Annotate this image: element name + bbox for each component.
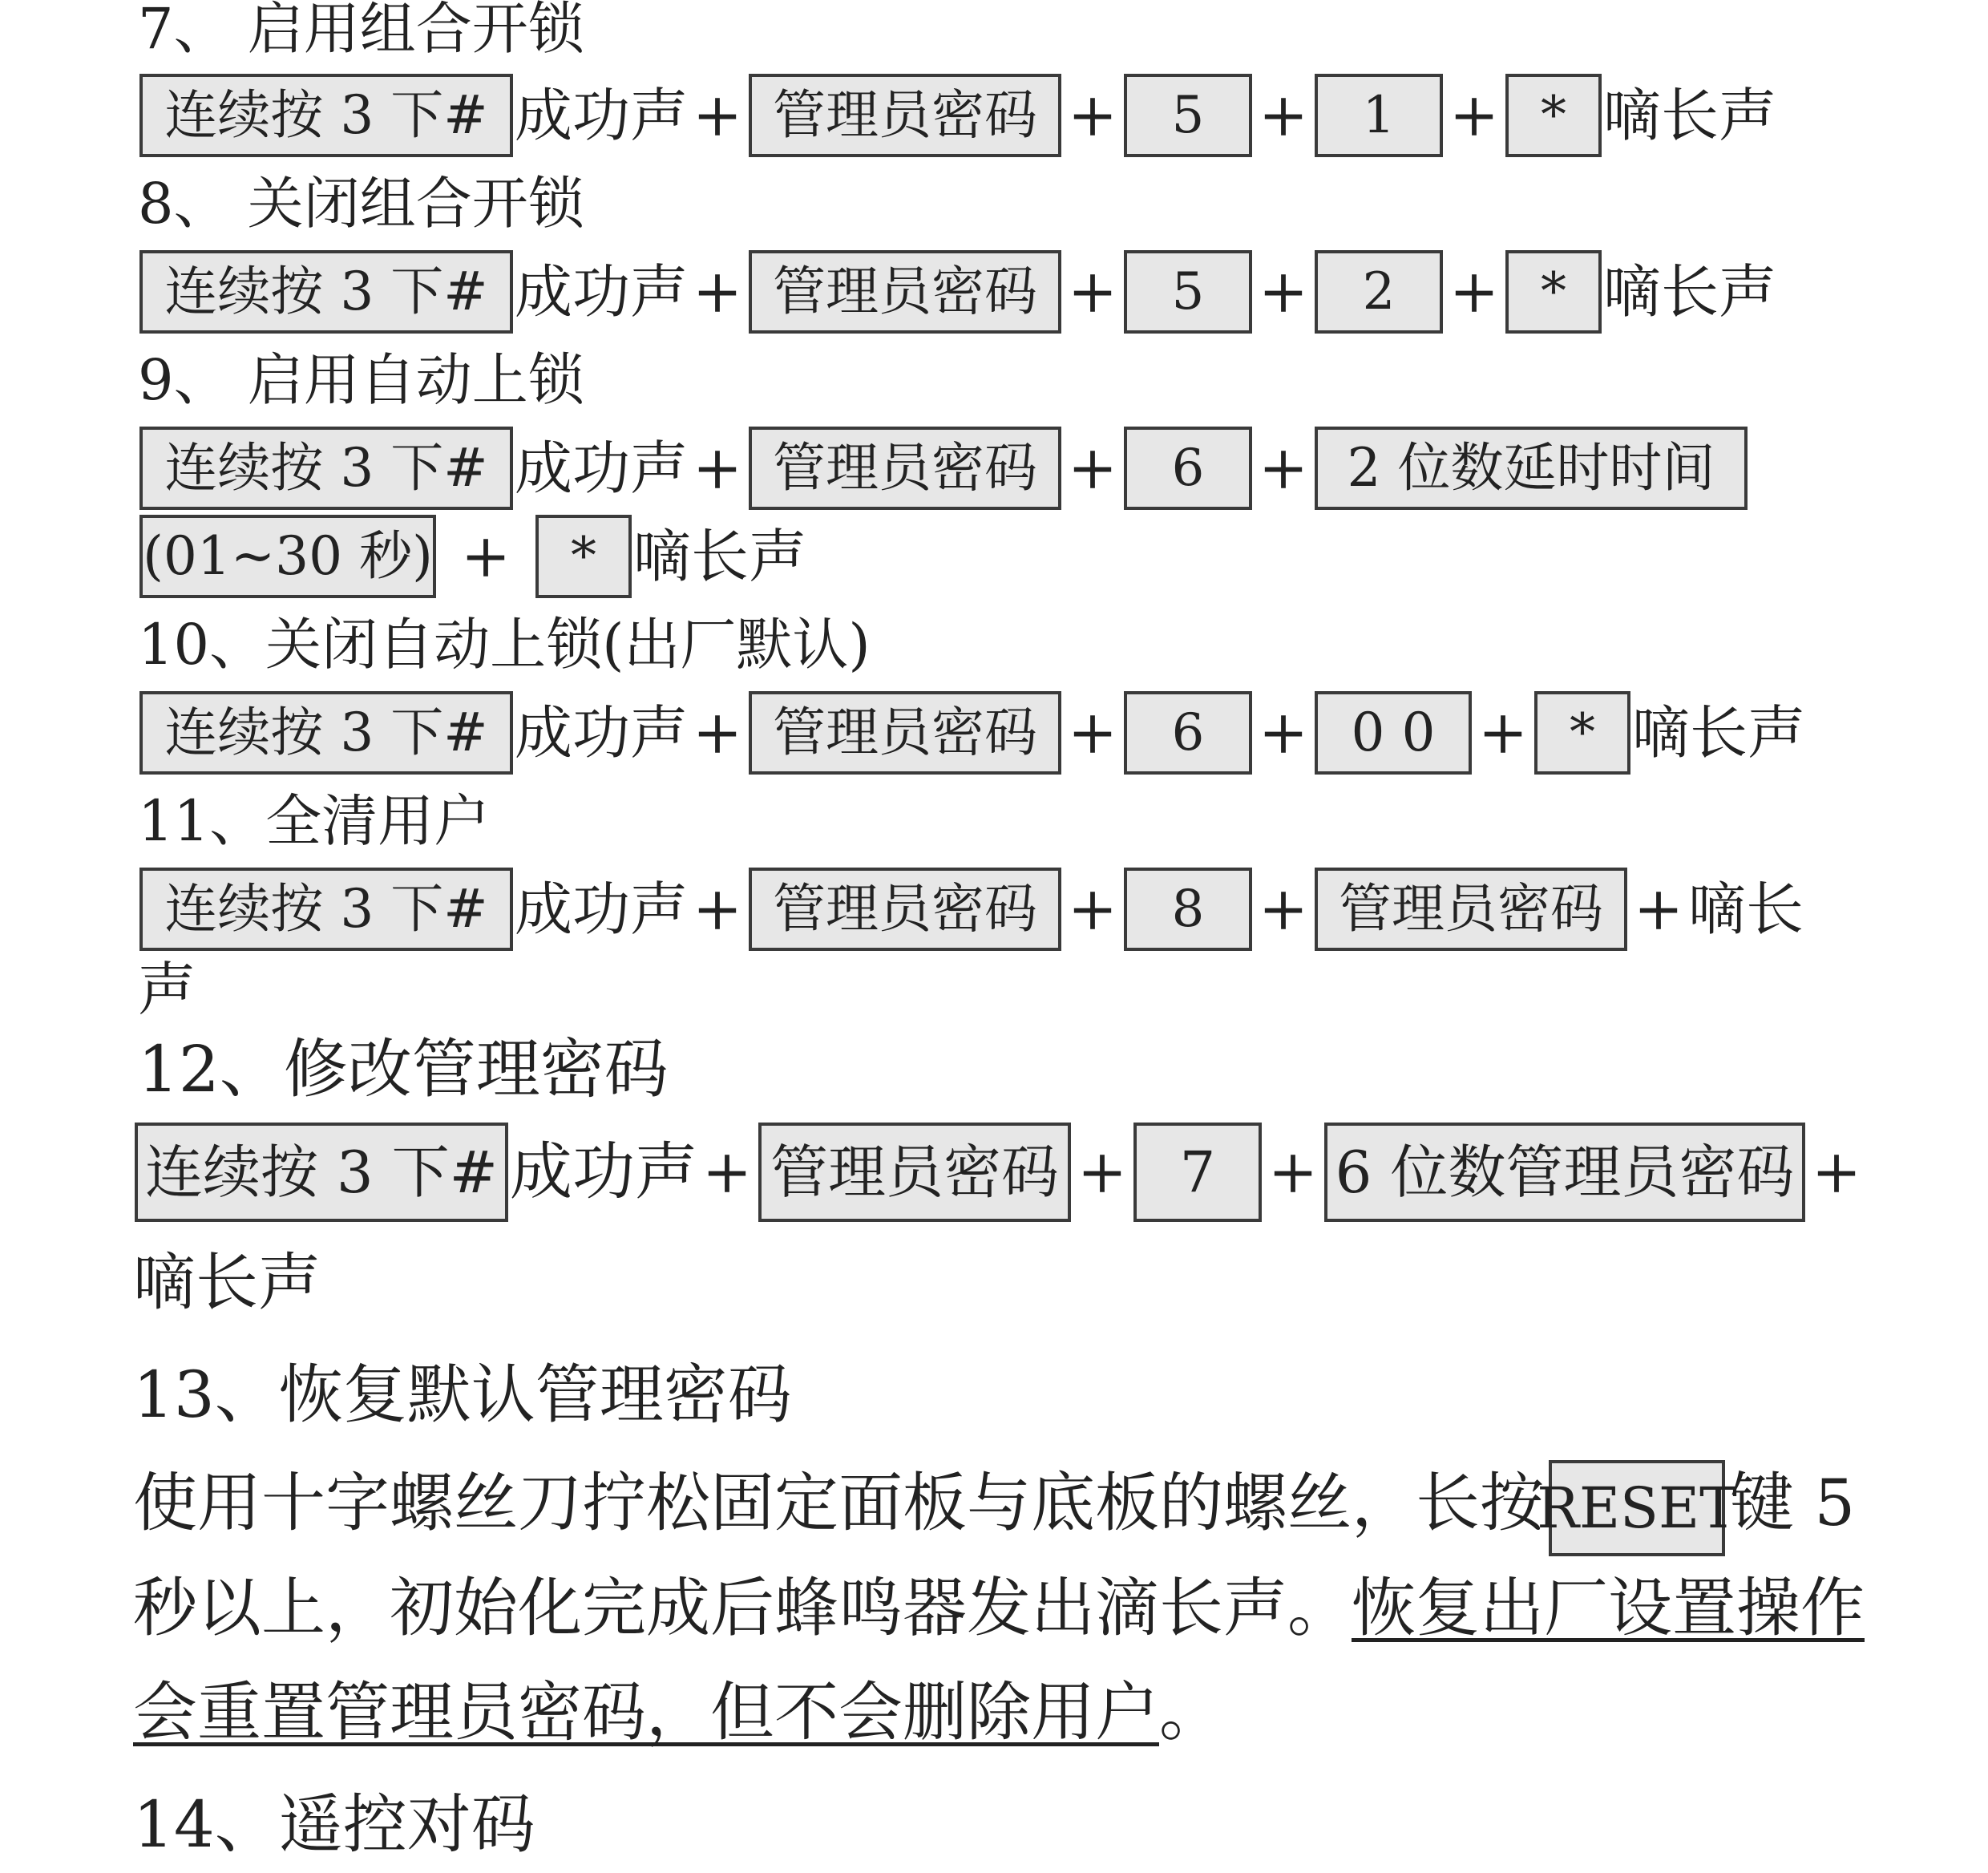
section-11-sequence xyxy=(138,869,1804,949)
key-box-star: * xyxy=(1505,74,1602,157)
plus-sign: + xyxy=(460,522,511,591)
key-box-continuous: 连续按 3 下# xyxy=(139,250,513,334)
section-7-heading: 7、 启用组合开锁 xyxy=(138,0,584,62)
plus-sign: + xyxy=(1259,257,1309,326)
key-box-delay-range: (01~30 秒) xyxy=(139,515,436,598)
section-10-heading: 10、关闭自动上锁(出厂默认) xyxy=(138,612,871,678)
section-13-paragraph xyxy=(133,1451,1889,1765)
success-tone: 成功声 xyxy=(515,258,689,326)
key-box-digit: 1 xyxy=(1315,74,1443,157)
plus-sign: + xyxy=(693,81,743,150)
key-box-digit: 7 xyxy=(1133,1123,1262,1222)
success-tone: 成功声 xyxy=(515,876,689,943)
reset-instruction-text: 使用十字螺丝刀拧松固定面板与底板的螺丝，长按 xyxy=(133,1466,1544,1540)
key-box-admin-password: 管理员密码 xyxy=(749,74,1061,157)
reset-key-box: RESET xyxy=(1549,1460,1725,1556)
key-box-admin-password: 管理员密码 xyxy=(1315,868,1627,951)
section-14-heading: 14、遥控对码 xyxy=(133,1787,535,1862)
section-12-sequence xyxy=(133,1132,1866,1212)
section-12-heading: 12、修改管理密码 xyxy=(138,1032,669,1106)
beep-long-text-end: 声 xyxy=(138,956,196,1023)
key-box-continuous: 连续按 3 下# xyxy=(139,74,513,157)
period: 。 xyxy=(1159,1675,1223,1750)
plus-sign: + xyxy=(1068,875,1118,944)
key-box-continuous: 连续按 3 下# xyxy=(135,1123,508,1222)
key-box-digit: 5 xyxy=(1124,250,1252,334)
section-8-sequence xyxy=(138,252,1776,332)
key-box-admin-password: 管理员密码 xyxy=(749,868,1061,951)
plus-sign: + xyxy=(1259,698,1309,767)
key-box-continuous: 连续按 3 下# xyxy=(139,868,513,951)
key-box-admin-password: 管理员密码 xyxy=(749,691,1061,775)
plus-sign: + xyxy=(693,257,743,326)
key-box-delay-time: 2 位数延时时间 xyxy=(1315,427,1748,510)
key-box-star: * xyxy=(535,515,632,598)
key-box-admin-password: 管理员密码 xyxy=(749,250,1061,334)
beep-long-text: 嘀长声 xyxy=(633,523,807,590)
section-7-sequence xyxy=(138,75,1776,156)
plus-sign: + xyxy=(1077,1138,1128,1207)
key-box-continuous: 连续按 3 下# xyxy=(139,427,513,510)
key-box-admin-password: 管理员密码 xyxy=(749,427,1061,510)
beep-long-text: 嘀长声 xyxy=(1632,699,1806,767)
plus-sign: + xyxy=(693,434,743,503)
section-9-heading: 9、 启用自动上锁 xyxy=(138,347,584,413)
key-box-digit: 6 xyxy=(1124,691,1252,775)
section-9-sequence xyxy=(138,428,1749,508)
beep-long-text: 嘀长声 xyxy=(133,1247,321,1319)
plus-sign: + xyxy=(1449,257,1500,326)
section-13-heading: 13、恢复默认管理密码 xyxy=(133,1357,792,1432)
success-tone: 成功声 xyxy=(515,699,689,767)
key-box-star: * xyxy=(1505,250,1602,334)
section-12-sequence-cont xyxy=(133,1243,321,1323)
section-9-sequence-cont xyxy=(138,516,806,597)
plus-sign: + xyxy=(1068,81,1118,150)
key-box-admin-password: 管理员密码 xyxy=(758,1123,1071,1222)
plus-sign: + xyxy=(1259,875,1309,944)
key-box-digit: 8 xyxy=(1124,868,1252,951)
key-box-digits: 0 0 xyxy=(1315,691,1472,775)
plus-sign: + xyxy=(693,698,743,767)
plus-sign: + xyxy=(1068,698,1118,767)
key-box-digit: 5 xyxy=(1124,74,1252,157)
plus-sign: + xyxy=(1068,434,1118,503)
plus-sign: + xyxy=(1449,81,1500,150)
plus-sign: + xyxy=(702,1138,753,1207)
key-box-digit: 6 xyxy=(1124,427,1252,510)
plus-sign: + xyxy=(1259,434,1309,503)
plus-sign: + xyxy=(1478,698,1529,767)
plus-sign: + xyxy=(693,875,743,944)
key-box-star: * xyxy=(1534,691,1630,775)
key-box-digit: 2 xyxy=(1315,250,1443,334)
section-10-sequence xyxy=(138,693,1805,773)
plus-sign: + xyxy=(1812,1138,1862,1207)
success-tone: 成功声 xyxy=(515,435,689,502)
plus-sign: + xyxy=(1259,81,1309,150)
success-tone: 成功声 xyxy=(510,1136,698,1208)
warning-underlined-text: 恢复出厂设置操作会重置管理员密码，但不会删除用户 xyxy=(133,1571,1865,1750)
plus-sign: + xyxy=(1068,257,1118,326)
beep-long-text: 嘀长声 xyxy=(1603,82,1777,149)
key-box-admin-password-6digits: 6 位数管理员密码 xyxy=(1324,1123,1805,1222)
success-tone: 成功声 xyxy=(515,82,689,149)
beep-long-text: 嘀长声 xyxy=(1603,258,1777,326)
section-11-sequence-cont xyxy=(138,949,196,1030)
section-8-heading: 8、 关闭组合开锁 xyxy=(138,171,584,237)
reset-instruction-text-2: 键 5 秒以上，初始化完成后蜂鸣器发出滴长声。 xyxy=(133,1466,1856,1645)
key-box-continuous: 连续按 3 下# xyxy=(139,691,513,775)
beep-long-text: 嘀长 xyxy=(1688,876,1804,943)
plus-sign: + xyxy=(1268,1138,1319,1207)
plus-sign: + xyxy=(1634,875,1684,944)
section-11-heading: 11、全清用户 xyxy=(138,788,491,854)
